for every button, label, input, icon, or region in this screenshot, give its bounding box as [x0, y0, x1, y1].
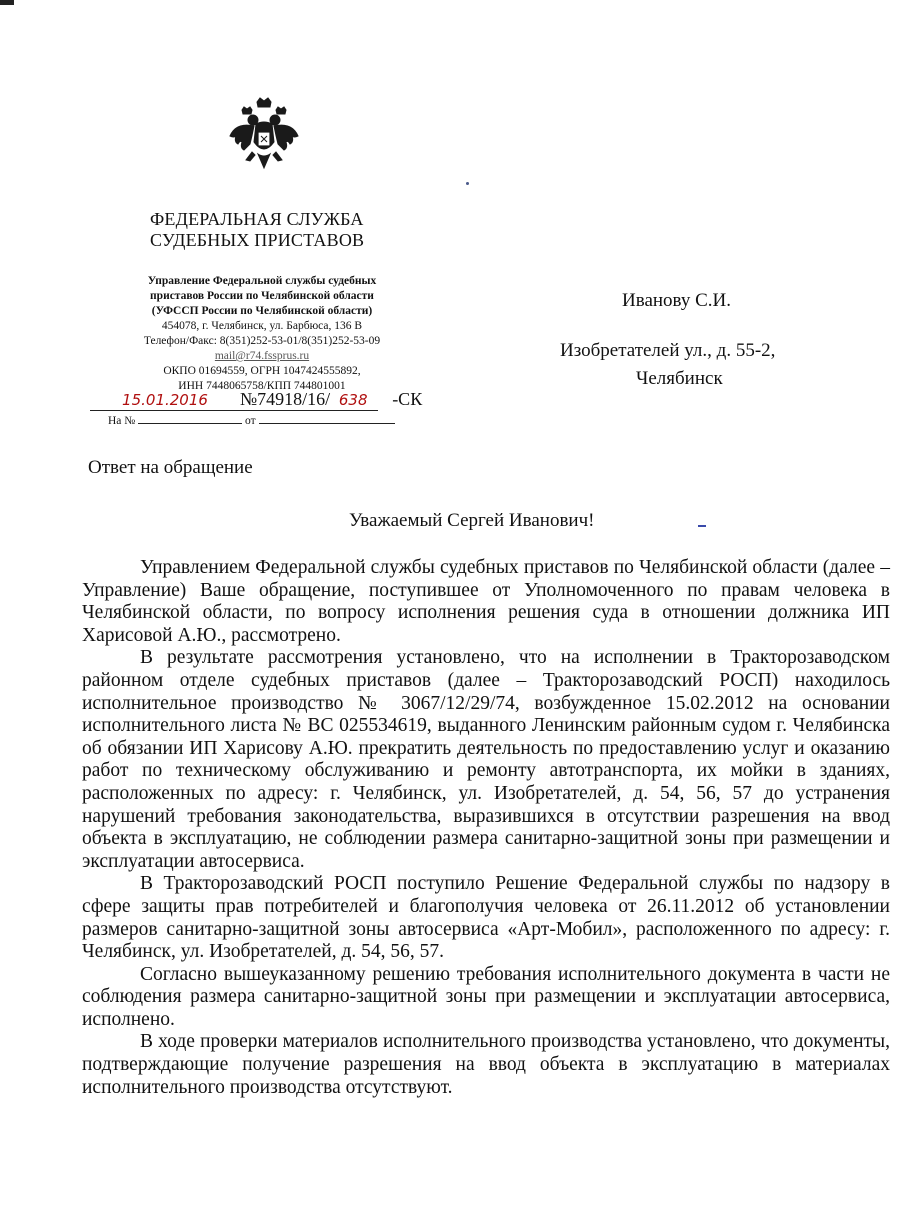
sender-codes-1: ОКПО 01694559, ОГРН 1047424555892, [163, 365, 361, 377]
department-line-2: приставов России по Челябинской области [150, 290, 374, 302]
registration-suffix: -СК [392, 389, 423, 409]
scan-corner-mark [0, 0, 14, 5]
addressee-name: Иванову С.И. [622, 290, 732, 311]
sender-details [88, 274, 436, 394]
handwritten-number: 638 [338, 391, 368, 409]
paragraph: В результате рассмотрения установлено, что на исполнении в Тракторозаводском районном отделе судебных приставов (далее – Тракторозаводский РОСП) находилось исполнительное производство № 3067/12/29/74, возбужденное 15.02.2012 на основании исполнительного листа № ВС 025534619, выданного Ленинским районным судом г. Челябинска об обязании ИП Харисову А.Ю. прекратить деятельность по предоставлению услуг и оказанию работ по техническому обслуживанию и ремонту автотранспорта, их мойки в зданиях, расположенных по адресу: г. Челябинск, ул. Изобретателей, д. 54, 56, 57 до устранения нарушений требования законодательства, выразившихся в отсутствии разрешения на ввод объекта в эксплуатацию, не соблюдении размера санитарно-защитной зоны при размещении и эксплуатации автосервиса. [82, 647, 890, 872]
org-name-line-2: СУДЕБНЫХ ПРИСТАВОВ [150, 230, 365, 250]
sender-phone: Телефон/Факс: 8(351)252-53-01/8(351)252-53-09 [143, 335, 381, 347]
registration-number: №74918/16/ [240, 389, 331, 409]
addressee-city: Челябинск [636, 368, 723, 389]
addressee-street: Изобретателей ул., д. 55-2, [560, 340, 776, 361]
paragraph: Согласно вышеуказанному решению требования исполнительного документа в части не соблюдения размера санитарно-защитной зоны при размещении и эксплуатации автосервиса, исполнено. [82, 963, 890, 1030]
letter-body [82, 557, 890, 1099]
paragraph: В Тракторозаводский РОСП поступило Решение Федеральной службы по надзору в сфере защиты прав потребителей и благополучия человека от 26.11.2012 об установлении размеров санитарно-защитной зоны автосервиса «Арт-Мобил», расположенного по адресу: г. Челябинск, ул. Изобретателей, д. 54, 56, 57. [82, 873, 890, 963]
org-name-line-1: ФЕДЕРАЛЬНАЯ СЛУЖБА [150, 209, 364, 229]
reference-label: На № [108, 415, 136, 427]
sender-address: 454078, г. Челябинск, ул. Барбюса, 136 В [161, 320, 363, 332]
letter-subject: Ответ на обращение [88, 457, 253, 478]
paragraph: В ходе проверки материалов исполнительного производства установлено, что документы, подтверждающие получение разрешения на ввод объекта в эксплуатацию в материалах исполнительного производства отсутствуют. [82, 1031, 890, 1098]
addressee-block [560, 287, 775, 393]
organization-name [150, 209, 364, 251]
department-line-1: Управление Федеральной службы судебных [147, 275, 377, 287]
reference-line [108, 415, 395, 427]
paragraph: Управлением Федеральной службы судебных приставов по Челябинской области (далее – Управление) Ваше обращение, поступившее от Уполномоченного по правам человека в Челябинской области, по вопросу исполнения решения суда в отношении должника ИП Харисовой А.Ю., рассмотрено. [82, 557, 890, 646]
ink-mark [698, 525, 706, 527]
reference-from-label: от [245, 415, 256, 427]
registration-line [90, 389, 422, 411]
department-line-3: (УФССП России по Челябинской области) [151, 305, 373, 317]
ink-speck [466, 182, 469, 185]
handwritten-date: 15.01.2016 [122, 391, 208, 409]
sender-email: mail@r74.fssprus.ru [214, 350, 310, 362]
salutation: Уважаемый Сергей Иванович! [349, 510, 595, 531]
coat-of-arms-emblem [226, 96, 302, 180]
sender-codes-2: ИНН 7448065758/КПП 744801001 [178, 380, 346, 392]
